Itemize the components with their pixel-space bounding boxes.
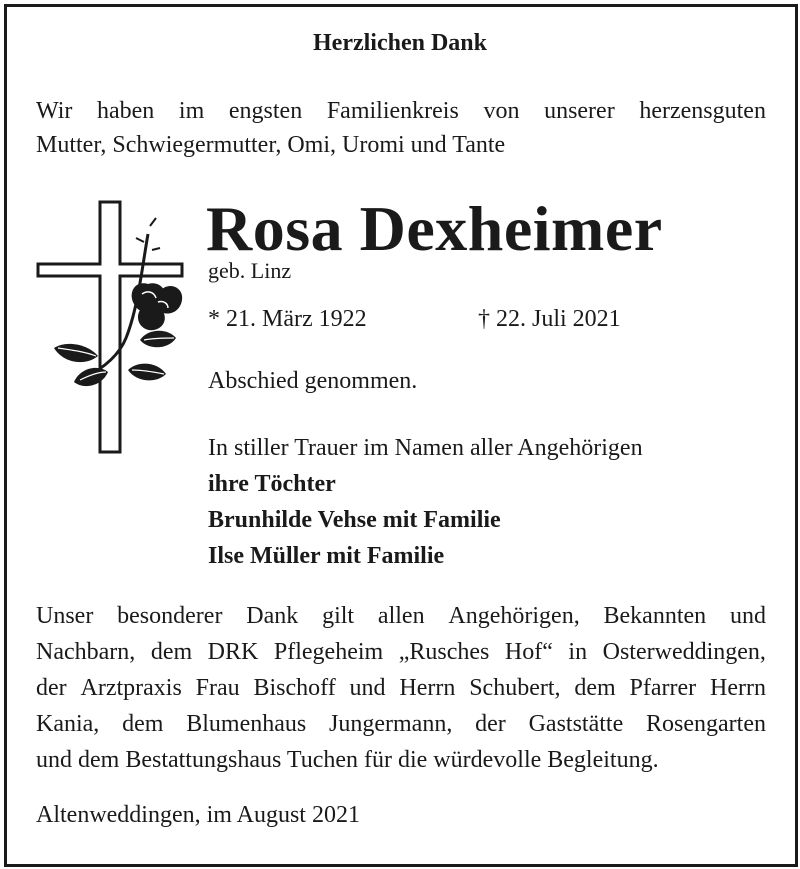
thanks-word: der [36, 675, 67, 701]
thanks-word: „Rusches [398, 639, 490, 665]
thanks-word: Jungermann, [329, 711, 453, 737]
thanks-word: und [729, 603, 766, 629]
birth-date: * 21. März 1922 [208, 306, 367, 332]
thanks-last-line: und dem Bestattungshaus Tuchen für die würdevolle Begleitung. [36, 747, 659, 773]
thanks-word: dem [574, 675, 616, 701]
intro-line-1 [36, 94, 766, 128]
thanks-word: dem [150, 639, 193, 665]
thanks-word: besonderer [117, 603, 223, 629]
death-date: † 22. Juli 2021 [478, 306, 621, 332]
thanks-word: Angehörigen, [448, 603, 580, 629]
thanks-word: Bischoff [253, 675, 336, 701]
thanks-word: Gaststätte [528, 711, 624, 737]
thanks-word: Arztpraxis [80, 675, 182, 701]
thanks-word: Rosengarten [646, 711, 766, 737]
thanks-word: DRK [207, 639, 259, 665]
thanks-word: allen [377, 603, 425, 629]
thanks-word: dem [122, 711, 164, 737]
thanks-word: Blumenhaus [186, 711, 307, 737]
deceased-name: Rosa Dexheimer [206, 193, 663, 264]
intro-word: von [483, 98, 520, 124]
thanks-line [36, 598, 766, 634]
mourners-block [208, 430, 643, 574]
intro-paragraph [36, 94, 766, 162]
intro-word: Familienkreis [326, 98, 459, 124]
thanks-line [36, 706, 766, 742]
notice-heading: Herzlichen Dank [313, 30, 487, 56]
intro-word: herzensguten [639, 98, 766, 124]
maiden-name: geb. Linz [208, 258, 292, 283]
intro-word: im [178, 98, 205, 124]
thanks-line [36, 634, 766, 670]
thanks-word: Bekannten [603, 603, 707, 629]
thanks-word: Hof“ [504, 639, 553, 665]
thanks-word: und [349, 675, 386, 701]
mourner-line: Ilse Müller mit Familie [208, 543, 445, 569]
thanks-word: Osterweddingen, [602, 639, 766, 665]
thanks-word: Schubert, [469, 675, 561, 701]
cross-with-rose-icon [30, 198, 190, 458]
thanks-word: Nachbarn, [36, 639, 136, 665]
thanks-word: Herrn [710, 675, 766, 701]
farewell-text: Abschied genommen. [208, 368, 418, 394]
thanks-word: Unser [36, 603, 94, 629]
intro-word: unserer [544, 98, 615, 124]
thanks-word: Herrn [399, 675, 456, 701]
mourner-line: ihre Töchter [208, 471, 336, 497]
intro-word: engsten [228, 98, 303, 124]
thanks-word: gilt [322, 603, 355, 629]
thanks-word: Frau [195, 675, 240, 701]
mourner-line: Brunhilde Vehse mit Familie [208, 507, 501, 533]
intro-line-2: Mutter, Schwiegermutter, Omi, Uromi und Tante [36, 132, 506, 158]
thanks-word: Pfarrer [629, 675, 697, 701]
thanks-word: Dank [246, 603, 299, 629]
intro-word: haben [96, 98, 155, 124]
thanks-word: Pflegeheim [273, 639, 384, 665]
thanks-paragraph [36, 598, 766, 778]
place-date: Altenweddingen, im August 2021 [36, 802, 360, 828]
thanks-word: in [568, 639, 588, 665]
thanks-word: der [475, 711, 506, 737]
intro-word: Wir [36, 98, 73, 124]
thanks-word: Kania, [36, 711, 100, 737]
mourners-intro: In stiller Trauer im Namen aller Angehörigen [208, 435, 643, 461]
thanks-line [36, 670, 766, 706]
